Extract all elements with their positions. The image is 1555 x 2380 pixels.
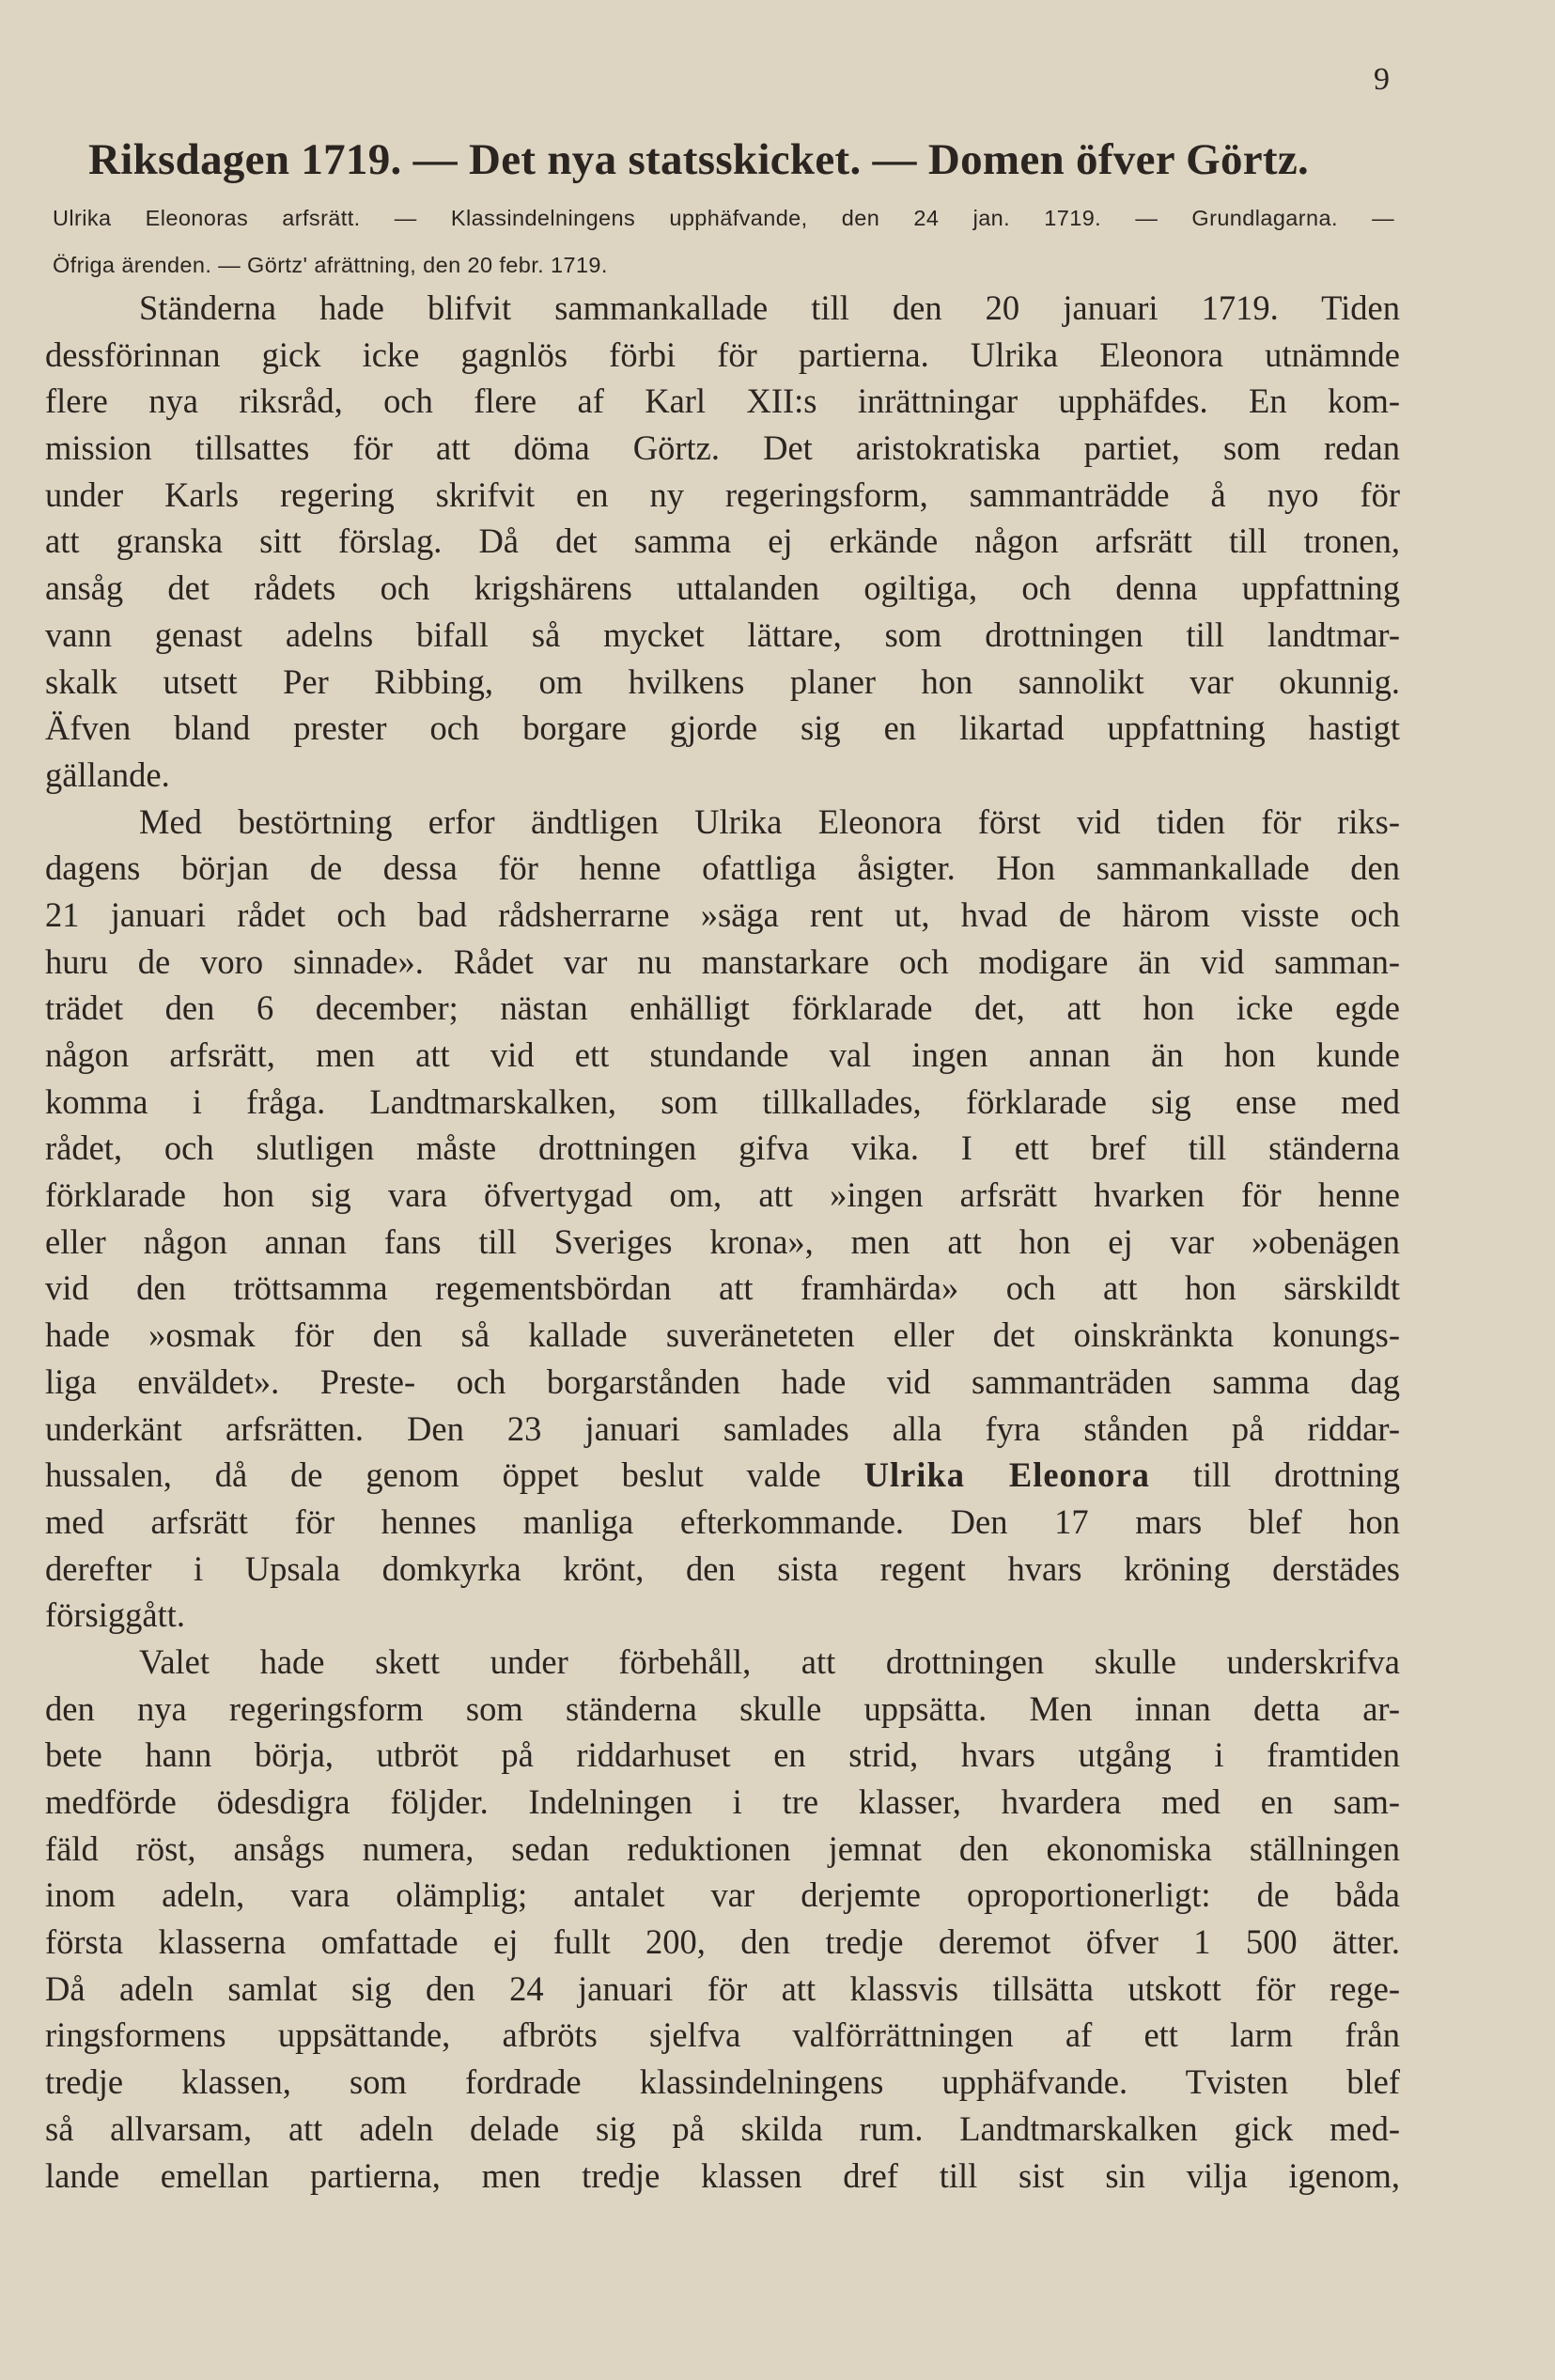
text-line: Äfven bland prester och borgare gjorde sig en likartad uppfattning hastigt (45, 708, 1400, 748)
body-text (45, 285, 1400, 2199)
text-line: Då adeln samlat sig den 24 januari för att klassvis tillsätta utskott för rege- (45, 1968, 1400, 2008)
text-line: med arfsrätt för hennes manliga efterkommande. Den 17 mars blef hon (45, 1501, 1400, 1541)
chapter-summary (53, 202, 1394, 295)
summary-line: Ulrika Eleonoras arfsrätt. — Klassindelningens upphäfvande, den 24 jan. 1719. — Grundlagarna. — (53, 206, 1394, 230)
text-line: rådet, och slutligen måste drottningen gifva vika. I ett bref till ständerna (45, 1128, 1400, 1168)
text-line: lande emellan partierna, men tredje klassen dref till sist sin vilja igenom, (45, 2155, 1400, 2195)
text-segment: till drottning (1192, 1455, 1400, 1495)
text-line: vid den tröttsamma regementsbördan att framhärda» och att hon särskildt (45, 1268, 1400, 1308)
text-line: komma i fråga. Landtmarskalken, som tillkallades, förklarade sig ense med (45, 1081, 1400, 1121)
text-line: vann genast adelns bifall så mycket lättare, som drottningen till landtmar- (45, 614, 1400, 654)
text-line: Ständerna hade blifvit sammankallade till den 20 januari 1719. Tiden (139, 288, 1400, 327)
text-line: så allvarsam, att adeln delade sig på skilda rum. Landtmarskalken gick med- (45, 2108, 1400, 2148)
text-line: den nya regeringsform som ständerna skulle uppsätta. Men innan detta ar- (45, 1688, 1400, 1728)
summary-line: Öfriga ärenden. — Görtz' afrättning, den 20 febr. 1719. (53, 252, 608, 277)
text-line: skalk utsett Per Ribbing, om hvilkens planer hon sannolikt var okunnig. (45, 661, 1400, 701)
text-line: mission tillsattes för att döma Görtz. Det aristokratiska partiet, som redan (45, 428, 1400, 468)
text-line: flere nya riksråd, och flere af Karl XII:s inrättningar upphäfdes. En kom- (45, 381, 1400, 421)
text-line: ansåg det rådets och krigshärens uttalanden ogiltiga, och denna uppfattning (45, 568, 1400, 608)
text-line: Valet hade skett under förbehåll, att drottningen skulle underskrifva (139, 1641, 1400, 1681)
text-line: dagens början de dessa för henne ofattliga åsigter. Hon sammankallade den (45, 848, 1400, 888)
text-line: huru de voro sinnade». Rådet var nu manstarkare och modigare än vid samman- (45, 941, 1400, 981)
text-line: någon arfsrätt, men att vid ett stundande val ingen annan än hon kunde (45, 1035, 1400, 1074)
text-line: under Karls regering skrifvit en ny regeringsform, sammanträdde å nyo för (45, 474, 1400, 514)
text-line: Med bestörtning erfor ändtligen Ulrika Eleonora först vid tiden för riks- (139, 801, 1400, 841)
emphasized-name: Ulrika Eleonora (863, 1455, 1150, 1495)
text-line: medförde ödesdigra följder. Indelningen i tre klasser, hvardera med en sam- (45, 1782, 1400, 1821)
text-line: derefter i Upsala domkyrka krönt, den sista regent hvars kröning derstädes (45, 1548, 1400, 1588)
text-line: hade »osmak för den så kallade suveräneteten eller det oinskränkta konungs- (45, 1315, 1400, 1355)
chapter-heading: Riksdagen 1719. — Det nya statsskicket. — Domen öfver Görtz. (88, 135, 1310, 184)
text-line: underkänt arfsrätten. Den 23 januari samlades alla fyra stånden på riddar- (45, 1408, 1400, 1448)
text-segment: hussalen, då de genom öppet beslut valde (45, 1455, 821, 1495)
text-line: tredje klassen, som fordrade klassindelningens upphäfvande. Tvisten blef (45, 2062, 1400, 2102)
text-line: bete hann börja, utbröt på riddarhuset en strid, hvars utgång i framtiden (45, 1735, 1400, 1775)
text-line: eller någon annan fans till Sveriges krona», men att hon ej var »obenägen (45, 1221, 1400, 1261)
text-line (45, 1452, 1400, 1499)
text-line: inom adeln, vara olämplig; antalet var derjemte oproportionerligt: de båda (45, 1875, 1400, 1915)
text-line: förklarade hon sig vara öfvertygad om, att »ingen arfsrätt hvarken för henne (45, 1175, 1400, 1215)
text-line: första klasserna omfattade ej fullt 200, den tredje deremot öfver 1 500 ätter. (45, 1922, 1400, 1962)
text-line: fäld röst, ansågs numera, sedan reduktionen jemnat den ekonomiska ställningen (45, 1828, 1400, 1868)
page-number: 9 (1374, 62, 1390, 97)
text-line: trädet den 6 december; nästan enhälligt förklarade det, att hon icke egde (45, 988, 1400, 1028)
text-line: gällande. (45, 754, 170, 794)
text-line: ringsformens uppsättande, afbröts sjelfva valförrättningen af ett larm från (45, 2015, 1400, 2055)
text-line: dessförinnan gick icke gagnlös förbi för partierna. Ulrika Eleonora utnämnde (45, 334, 1400, 374)
text-line: försiggått. (45, 1595, 186, 1635)
text-line: 21 januari rådet och bad rådsherrarne »säga rent ut, hvad de härom visste och (45, 894, 1400, 934)
text-line: liga enväldet». Preste- och borgarstånden hade vid sammanträden samma dag (45, 1361, 1400, 1401)
text-line: att granska sitt förslag. Då det samma ej erkände någon arfsrätt till tronen, (45, 521, 1400, 561)
